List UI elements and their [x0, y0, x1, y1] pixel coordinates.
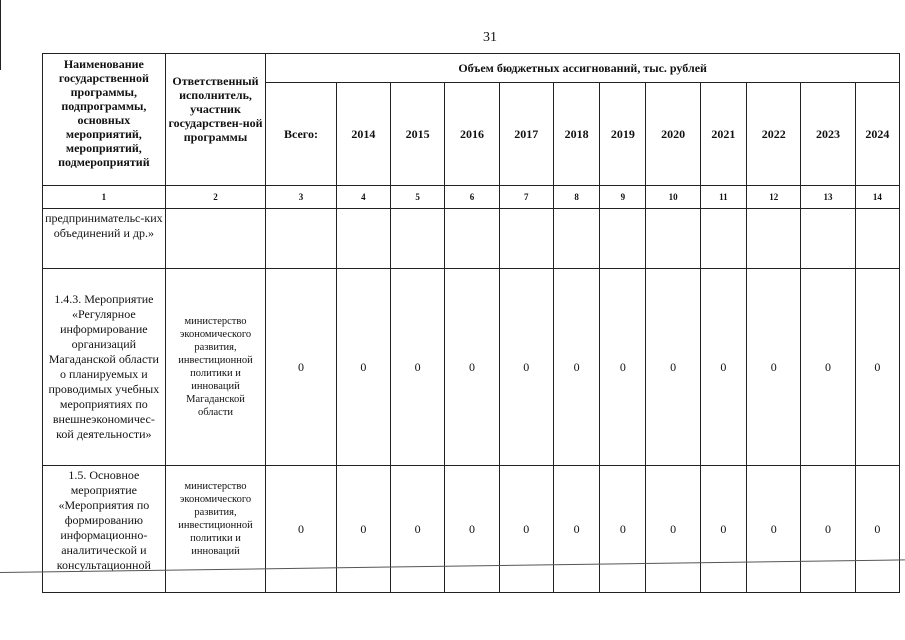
value-2018: 0 [553, 466, 599, 593]
header-year-2021: 2021 [700, 83, 746, 186]
column-number: 6 [445, 186, 499, 209]
value-2016: 0 [445, 466, 499, 593]
value-2021: 0 [700, 466, 746, 593]
column-number: 1 [43, 186, 166, 209]
value-2024: 0 [855, 466, 899, 593]
header-year-2018: 2018 [553, 83, 599, 186]
value-2024: 0 [855, 269, 899, 466]
column-number: 8 [553, 186, 599, 209]
program-name-cell: предпринимательс-ких объединений и др.» [43, 209, 166, 269]
responsible-cell: министерство экономического развития, инвестиционной политики и инноваций Магаданской области [165, 269, 266, 466]
value-2017: 0 [499, 269, 553, 466]
column-number: 12 [747, 186, 801, 209]
value-2017 [499, 209, 553, 269]
table-row [43, 209, 900, 269]
value-2014: 0 [336, 466, 390, 593]
value-2023: 0 [801, 466, 855, 593]
header-year-2016: 2016 [445, 83, 499, 186]
column-number: 10 [646, 186, 700, 209]
value-2014: 0 [336, 269, 390, 466]
header-responsible: Ответственный исполнитель, участник государствен-ной программы [165, 54, 266, 186]
header-year-2019: 2019 [600, 83, 646, 186]
value-2022: 0 [747, 269, 801, 466]
budget-table [42, 53, 900, 593]
value-2016: 0 [445, 269, 499, 466]
value-2020: 0 [646, 466, 700, 593]
value-2018: 0 [553, 269, 599, 466]
header-year-2014: 2014 [336, 83, 390, 186]
header-year-2022: 2022 [747, 83, 801, 186]
value-2019: 0 [600, 466, 646, 593]
column-number: 7 [499, 186, 553, 209]
table-row [43, 466, 900, 593]
header-total: Всего: [266, 83, 336, 186]
value-2021: 0 [700, 269, 746, 466]
column-number: 11 [700, 186, 746, 209]
value-2015: 0 [391, 269, 445, 466]
header-year-2023: 2023 [801, 83, 855, 186]
table-row [43, 269, 900, 466]
value-total: 0 [266, 269, 336, 466]
value-2024 [855, 209, 899, 269]
value-2014 [336, 209, 390, 269]
column-number-row [43, 186, 900, 209]
program-name-cell: 1.5. Основное мероприятие «Мероприятия по формированию информационно-аналитической и консультационной [43, 466, 166, 593]
value-2019 [600, 209, 646, 269]
value-2018 [553, 209, 599, 269]
column-number: 14 [855, 186, 899, 209]
column-number: 2 [165, 186, 266, 209]
value-2021 [700, 209, 746, 269]
header-year-2024: 2024 [855, 83, 899, 186]
program-name-cell: 1.4.3. Мероприятие «Регулярное информирование организаций Магаданской области о планируемых и проводимых учебных мероприятиях по внешнеэкономичес-кой деятельности» [43, 269, 166, 466]
responsible-cell: министерство экономического развития, инвестиционной политики и инноваций [165, 466, 266, 593]
value-total: 0 [266, 466, 336, 593]
header-year-2020: 2020 [646, 83, 700, 186]
header-program-name: Наименование государственной программы, подпрограммы, основных мероприятий, мероприятий, подмероприятий [43, 54, 166, 186]
header-year-2015: 2015 [391, 83, 445, 186]
column-number: 5 [391, 186, 445, 209]
value-2015 [391, 209, 445, 269]
value-2020: 0 [646, 269, 700, 466]
value-2022 [747, 209, 801, 269]
value-2023 [801, 209, 855, 269]
value-2015: 0 [391, 466, 445, 593]
column-number: 9 [600, 186, 646, 209]
responsible-cell [165, 209, 266, 269]
value-total [266, 209, 336, 269]
value-2022: 0 [747, 466, 801, 593]
column-number: 4 [336, 186, 390, 209]
value-2016 [445, 209, 499, 269]
value-2023: 0 [801, 269, 855, 466]
value-2019: 0 [600, 269, 646, 466]
column-number: 3 [266, 186, 336, 209]
column-number: 13 [801, 186, 855, 209]
value-2017: 0 [499, 466, 553, 593]
header-year-2017: 2017 [499, 83, 553, 186]
header-budget-group: Объем бюджетных ассигнований, тыс. рублей [266, 54, 900, 83]
value-2020 [646, 209, 700, 269]
page-number: 31 [483, 30, 497, 45]
